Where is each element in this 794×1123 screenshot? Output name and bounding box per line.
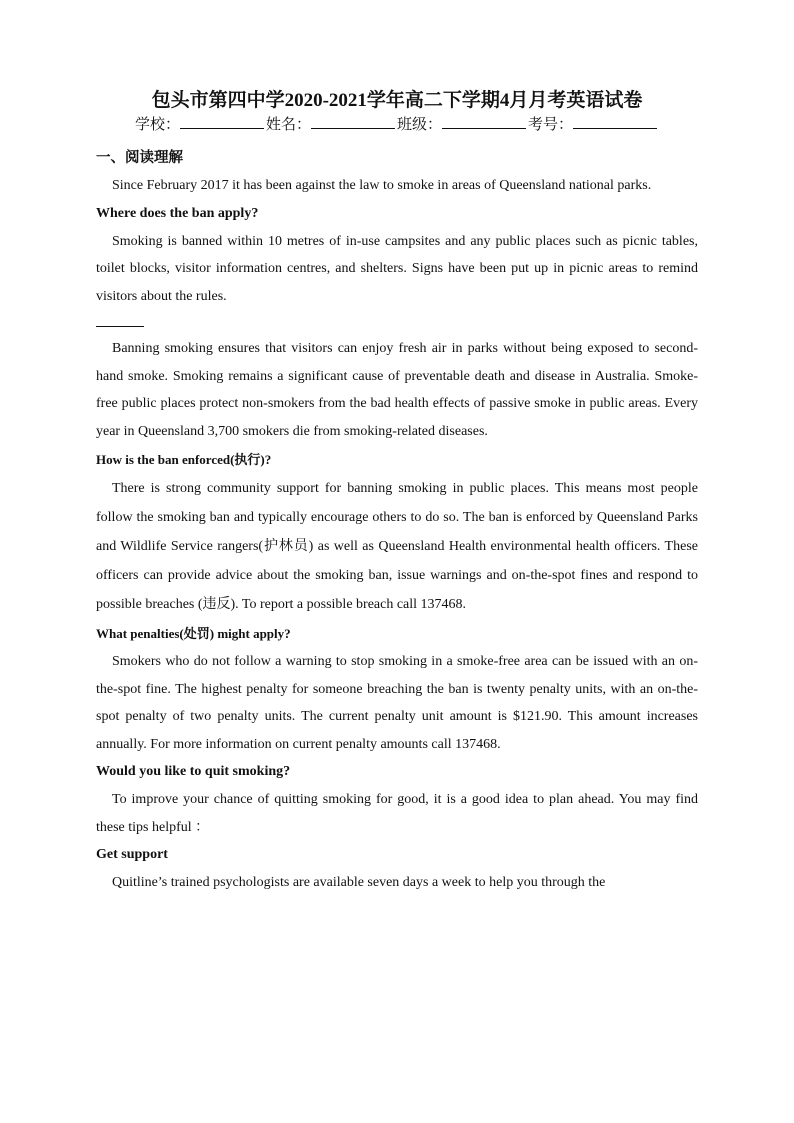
heading-quit: Would you like to quit smoking? [96, 764, 291, 779]
class-label: 班级： [397, 117, 443, 133]
school-blank[interactable] [180, 114, 264, 129]
paragraph-why: Banning smoking ensures that visitors can enjoy fresh air in parks without being exposed to second-hand smoke. Smoking remains a significant cause of preventable death and disease in Australia. Smoke-free public places protect non-smokers from the bad health effects of passive smoke in public areas. Every year in Queensland 3,700 smokers die from smoking-related diseases. [96, 341, 698, 439]
paragraph-how: There is strong community support for banning smoking in public places. This means most people follow the smoking ban and typically encourage others to do so. The ban is enforced by Queensland Parks and Wildlife Service rangers(护林员) as well as Queensland Health environmental health officers. These officers can provide advice about the smoking ban, issue warnings and on-the-spot fines and respond to possible breaches (违反). To report a possible breach call 137468. [96, 481, 698, 612]
page-title: 包头市第四中学2020-2021学年高二下学期4月月考英语试卷 [151, 90, 643, 111]
heading-support: Get support [96, 847, 168, 862]
missing-heading-blank [96, 310, 144, 327]
document-page [96, 88, 698, 897]
exam-no-blank[interactable] [573, 114, 657, 129]
paragraph-support: Quitline’s trained psychologists are available seven days a week to help you through the [112, 875, 606, 890]
school-label: 学校： [134, 117, 180, 133]
section-title: 一、阅读理解 [96, 150, 183, 166]
heading-penalties: What penalties(处罚) might apply? [96, 626, 291, 641]
name-blank[interactable] [311, 114, 395, 129]
student-info-line [96, 114, 698, 136]
class-blank[interactable] [442, 114, 526, 129]
heading-where: Where does the ban apply? [96, 205, 259, 221]
passage-intro: Since February 2017 it has been against the law to smoke in areas of Queensland national parks. [112, 178, 652, 193]
heading-how: How is the ban enforced(执行)? [96, 452, 272, 467]
paragraph-quit: To improve your chance of quitting smoking for good, it is a good idea to plan ahead. You may find these tips helpful ： [96, 792, 698, 835]
paragraph-penalties: Smokers who do not follow a warning to stop smoking in a smoke-free area can be issued with an on-the-spot fine. The highest penalty for someone breaching the ban is twenty penalty units, with an on-the-spot penalty of two penalty units. The current penalty unit amount is $121.90. This amount increases annually. For more information on current penalty amounts call 137468. [96, 654, 698, 752]
paragraph-where: Smoking is banned within 10 metres of in-use campsites and any public places such as picnic tables, toilet blocks, visitor information centres, and shelters. Signs have been put up in picnic areas to remind visitors about the rules. [96, 233, 698, 304]
name-label: 姓名： [265, 117, 311, 133]
exam-no-label: 考号： [528, 117, 574, 133]
